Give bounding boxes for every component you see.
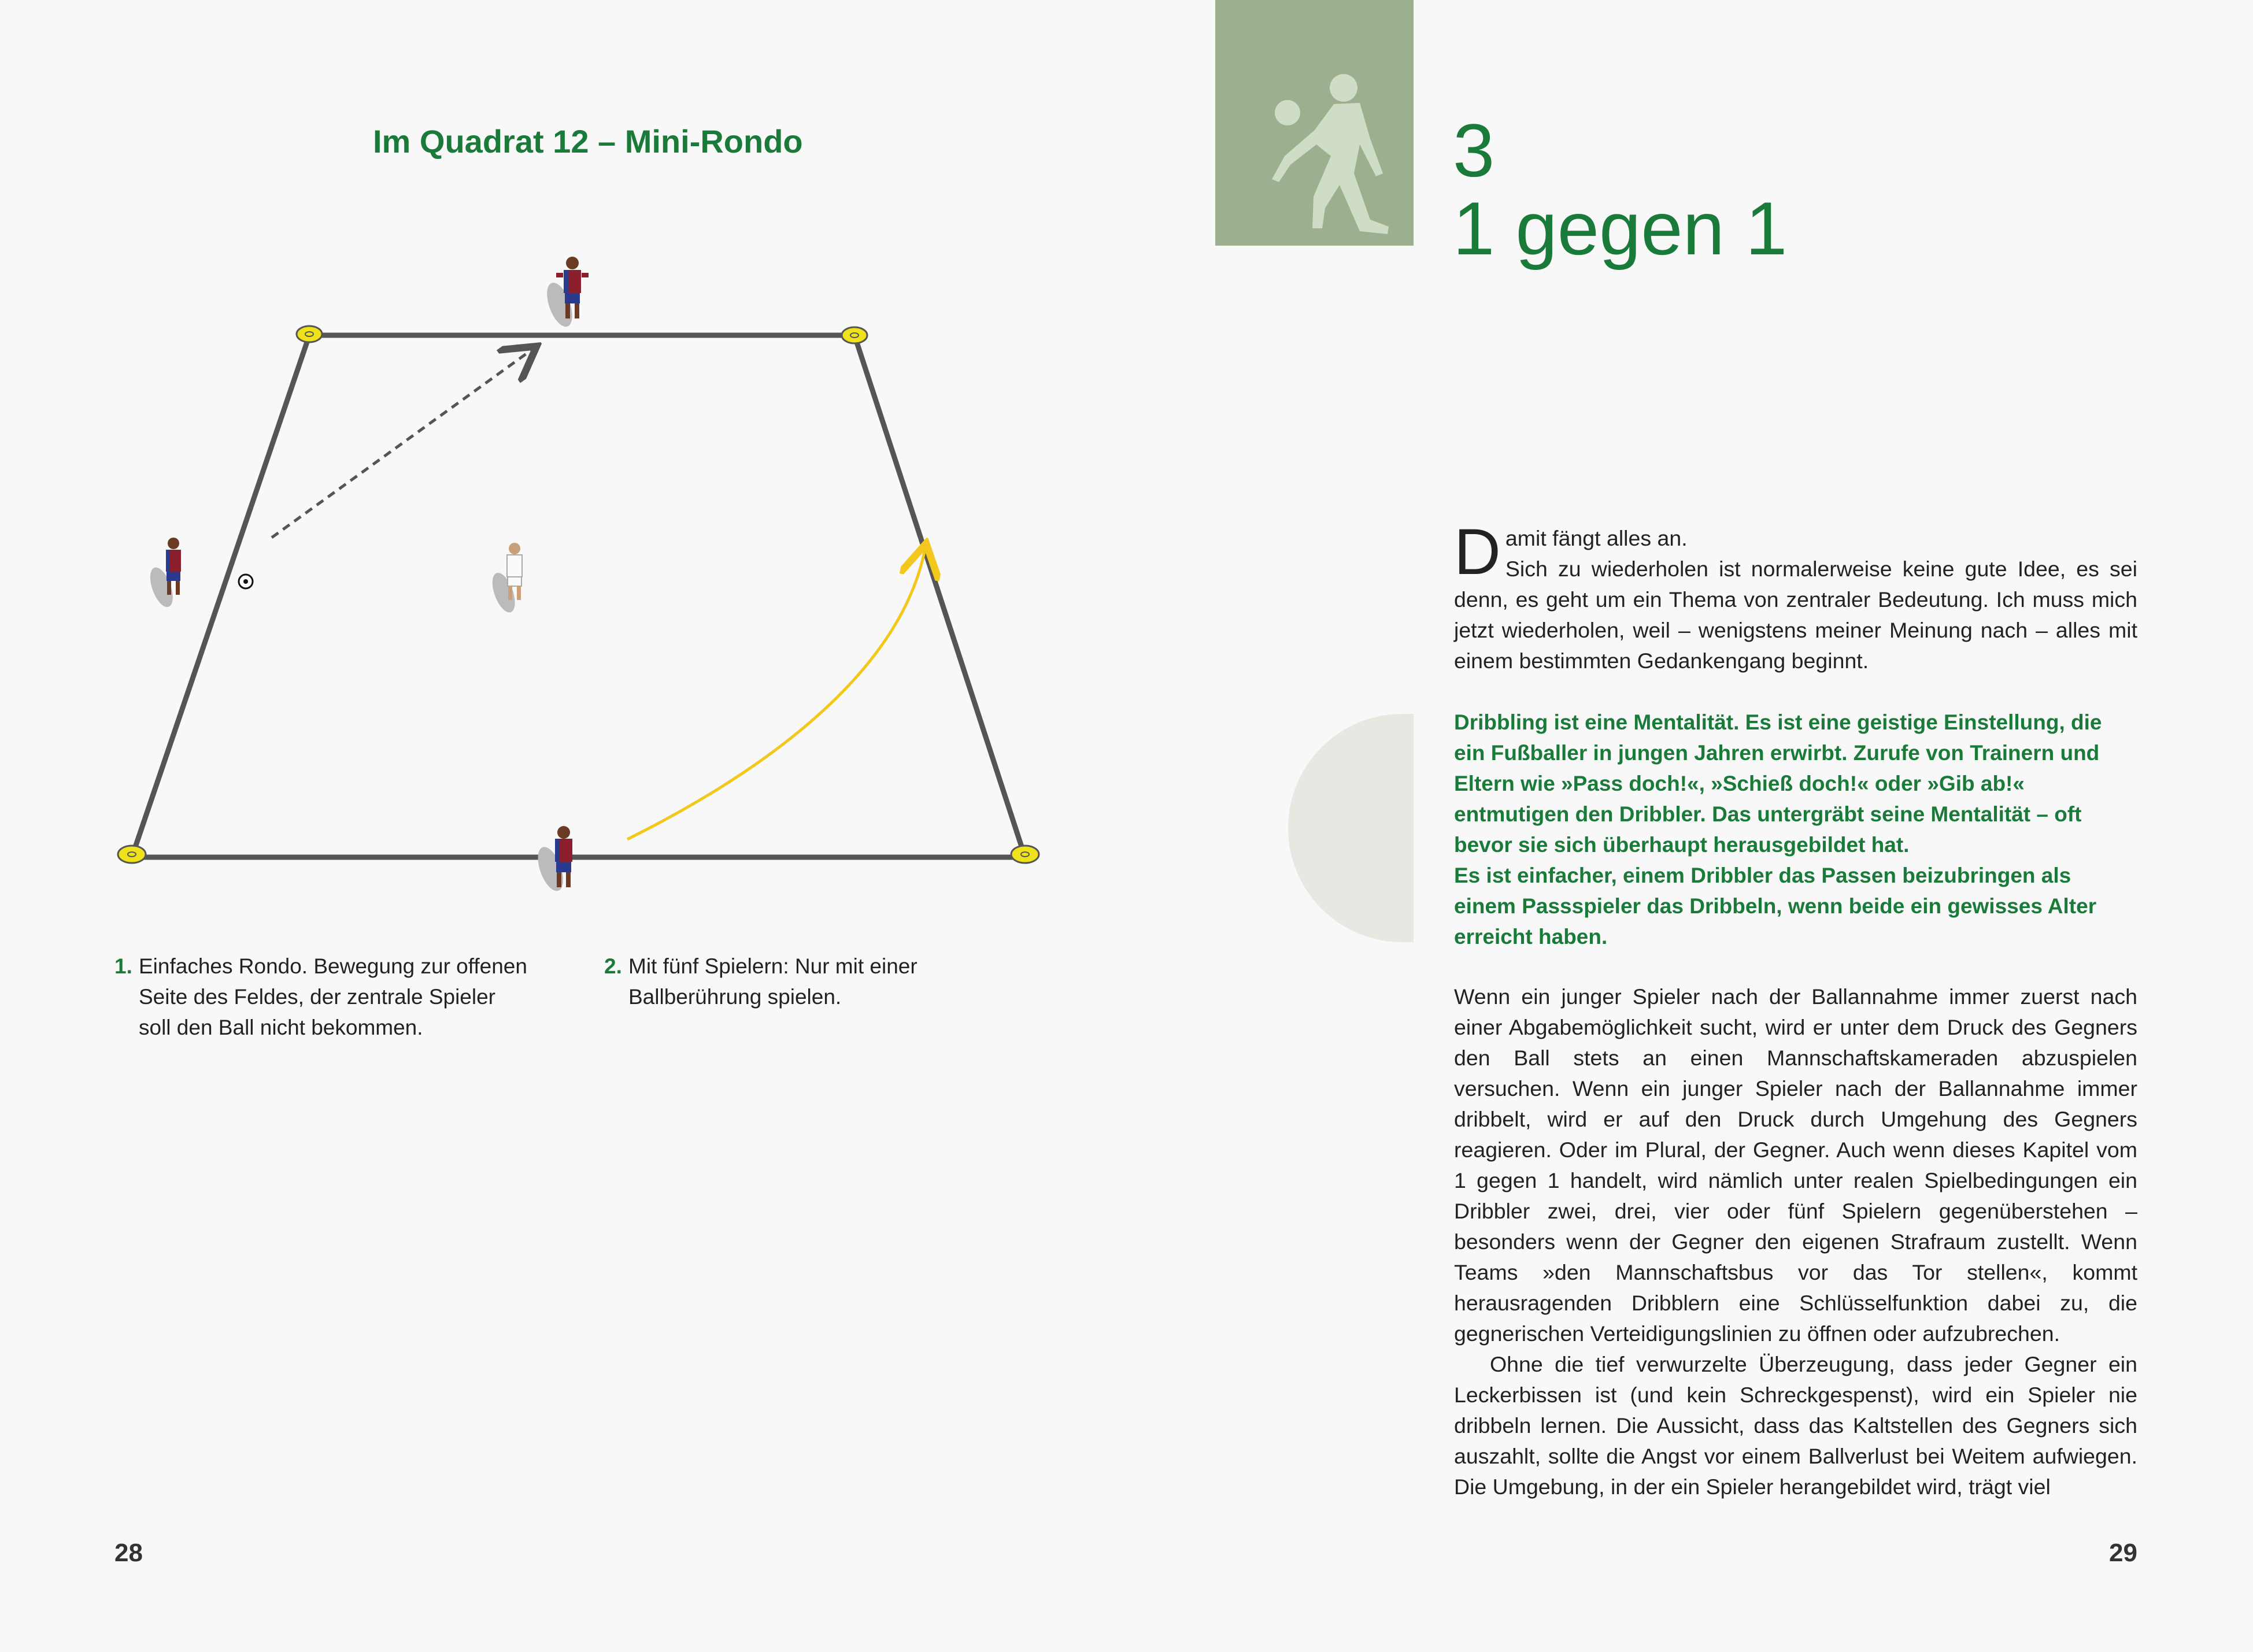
highlight-paragraph-2: Es ist einfacher, einem Dribbler das Passen beizubringen als einem Passspieler das Dribbeln, wenn beide ein gewisses Alter erreicht haben. (1454, 864, 2097, 949)
player-bottom-icon (533, 826, 572, 894)
caption-text: Einfaches Rondo. Bewegung zur offenen Seite des Feldes, der zentrale Spieler soll den Ball nicht bekommen. (139, 954, 527, 1039)
diagram-title: Im Quadrat 12 – Mini-Rondo (373, 123, 803, 160)
body-paragraph-1: Wenn ein junger Spieler nach der Ballannahme immer zuerst nach einer Abgabemöglichkeit sucht, wird er unter dem Druck des Gegners den Ball stets an einen Mannschaftskameraden abzuspielen versuchen. Wenn ein junger Spieler nach der Ballannahme immer dribbelt, wird er auf den Druck durch Umgehung des Gegners reagieren. Oder im Plural, der Gegner. Auch wenn dieses Kapitel vom 1 gegen 1 handelt, wird nämlich unter realen Spielbedingungen ein Dribbler zwei, drei, vier oder fünf Spielern gegenüberstehen – besonders wenn der Gegner den eigenen Strafraum zustellt. Wenn Teams »den Mannschaftsbus vor das Tor stellen«, kommt herausragenden Dribblern eine Schlüsselfunktion dabei zu, die gegnerischen Verteidigungslinien zu öffnen oder aufzubrechen. (1454, 984, 2137, 1346)
pass-arrow-dashed (272, 350, 532, 538)
main-text (1454, 981, 2137, 1502)
caption-number: 1. (114, 954, 132, 978)
rondo-diagram (0, 0, 1126, 936)
decorative-half-circle (1288, 714, 1414, 942)
chapter-image-box (1215, 0, 1414, 246)
intro-paragraph (1454, 516, 2137, 676)
intro-rest: Sich zu wiederholen ist normalerweise keine gute Idee, es sei denn, es geht um ein Thema von zentraler Bedeutung. Ich muss mich jetzt wiederholen, weil – wenigstens meiner Meinung nach – alles mit einem bestimmten Gedankengang beginnt. (1454, 557, 2137, 673)
intro-first-line: amit fängt alles an. (1505, 526, 1688, 550)
cone-top-right (842, 327, 867, 343)
highlight-block (1454, 707, 2137, 952)
footballer-silhouette-icon (1215, 0, 1414, 246)
cone-bottom-right (1011, 846, 1039, 863)
highlight-paragraph-1: Dribbling ist eine Mentalität. Es ist eine geistige Einstellung, die ein Fußballer in jungen Jahren erwirbt. Zurufe von Trainern und Eltern wie »Pass doch!«, »Schieß doch!« oder »Gib ab!« entmutigen den Dribbler. Das untergräbt seine Mentalität – oft bevor sie sich überhaupt herausgebildet hat. (1454, 710, 2102, 857)
chapter-number: 3 (1453, 108, 1495, 192)
chapter-title: 1 gegen 1 (1453, 186, 1788, 271)
page-number-left: 28 (114, 1539, 143, 1567)
movement-arrow-curved (627, 549, 925, 839)
page-number-right: 29 (2109, 1539, 2137, 1567)
player-top-icon (542, 257, 589, 330)
cone-bottom-left (118, 846, 146, 863)
caption-number: 2. (604, 954, 622, 978)
body-paragraph-2: Ohne die tief verwurzelte Überzeugung, dass jeder Gegner ein Leckerbissen ist (und kein Schreckgespenst), wird ein Spieler nie dribbeln lernen. Die Aussicht, dass das Kaltstellen des Gegners sich auszahlt, sollte die Angst vor einem Ballverlust bei Weitem aufwiegen. Die Umgebung, in der ein Spieler herangebildet wird, trägt viel (1454, 1352, 2137, 1499)
field-outline (132, 335, 1025, 857)
dropcap: D (1454, 516, 1501, 588)
cone-top-left (297, 326, 322, 342)
player-left-icon (146, 538, 181, 610)
caption-text: Mit fünf Spielern: Nur mit einer Ballberührung spielen. (628, 954, 918, 1009)
player-center-icon (488, 543, 522, 616)
ball-icon (239, 575, 253, 588)
